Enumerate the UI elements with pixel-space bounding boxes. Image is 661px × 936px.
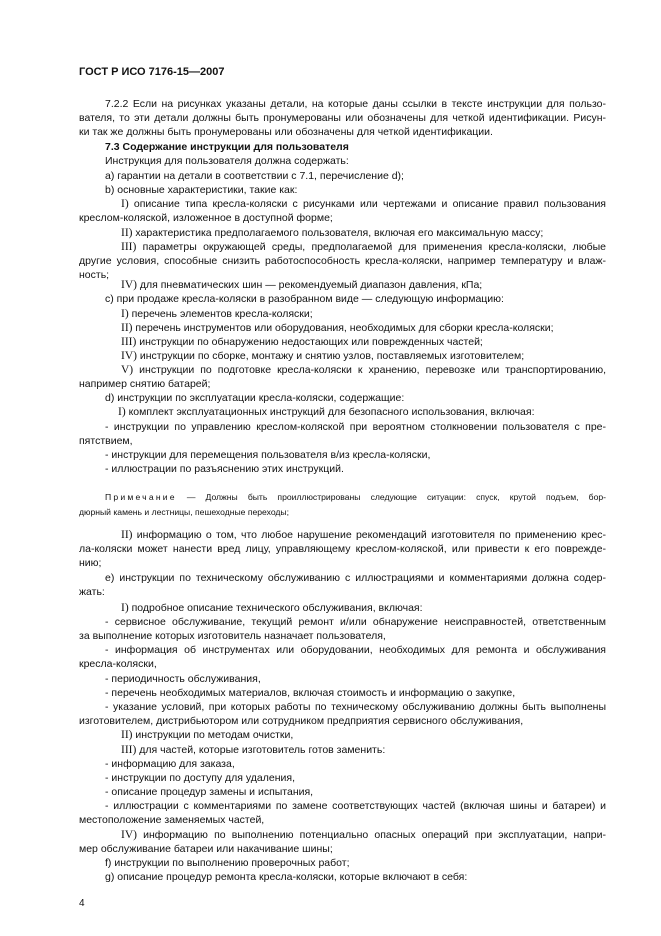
line-text: за выполнение которых изготовитель назначает пользователя, — [79, 630, 386, 642]
text-line — [121, 363, 606, 377]
line-text: нию; — [79, 557, 102, 569]
line-text: инструкции по обнаружению недостающих или поврежденных частей; — [136, 336, 483, 348]
text-line — [105, 154, 606, 168]
roman-numeral: IV) — [121, 350, 137, 362]
text-line — [79, 842, 606, 856]
line-text: - периодичность обслуживания, — [105, 673, 261, 685]
roman-numeral: II) — [121, 529, 133, 541]
line-text: комплект эксплуатационных инструкций для безопасного использования, включая: — [125, 406, 535, 418]
line-text: f) инструкции по выполнению проверочных работ; — [105, 857, 350, 869]
line-text: - инструкции по доступу для удаления, — [105, 772, 296, 784]
line-text: вателя, то эти детали должны быть пронумерованы или обозначены для четкой идентификации. Рисун- — [79, 112, 606, 124]
text-line — [79, 434, 606, 448]
text-line — [105, 785, 606, 799]
text-line — [105, 615, 606, 629]
text-line — [79, 556, 606, 570]
text-line — [79, 629, 606, 643]
line-text: - указание условий, при которых работы по техническому обслуживанию должны быть выполнены — [105, 701, 606, 713]
roman-numeral: IV) — [121, 279, 137, 291]
roman-numeral: IV) — [121, 829, 137, 841]
line-text: информацию о том, что любое нарушение рекомендаций изготовителя по применению крес- — [132, 529, 606, 541]
line-text: для пневматических шин — рекомендуемый диапазон давления, кПа; — [136, 279, 483, 291]
text-line — [121, 197, 606, 211]
line-text: пятствием, — [79, 435, 133, 447]
text-line — [105, 856, 606, 870]
roman-numeral: III) — [121, 241, 137, 253]
line-text: c) при продаже кресла-коляски в разобранном виде — следующую информацию: — [105, 293, 504, 305]
line-text: жать: — [79, 586, 105, 598]
text-line — [121, 335, 606, 349]
text-line — [121, 528, 606, 542]
line-text: ки так же должны быть пронумерованы или обозначены для четкой идентификации. — [79, 126, 493, 138]
line-text: инструкции по подготовке кресла-коляски к хранению, перевозке или транспортированию, — [133, 364, 606, 376]
text-line — [121, 743, 606, 757]
roman-numeral: I) — [121, 602, 129, 614]
line-text: g) описание процедур ремонта кресла-коляски, которые включают в себя: — [105, 871, 468, 883]
line-text: - информацию для заказа, — [105, 758, 235, 770]
text-line — [121, 728, 606, 742]
text-line — [105, 292, 606, 306]
section-heading — [105, 140, 606, 154]
text-line — [105, 771, 606, 785]
text-line — [79, 125, 606, 139]
text-line — [79, 211, 606, 225]
roman-numeral: V) — [121, 364, 134, 376]
line-text: a) гарантии на детали в соответствии с 7.1, перечисление d); — [105, 170, 404, 182]
text-line — [121, 278, 606, 292]
line-text: - инструкции для перемещения пользователя в/из кресла-коляски, — [105, 449, 431, 461]
roman-numeral: I) — [121, 308, 129, 320]
line-text: мер обслуживание батареи или накачивание шины; — [79, 843, 333, 855]
text-line — [105, 462, 606, 476]
line-text: инструкции по сборке, монтажу и снятию узлов, поставляемых изготовителем; — [136, 350, 525, 362]
text-line — [105, 672, 606, 686]
line-text: 7.3 Содержание инструкции для пользователя — [105, 141, 349, 153]
text-line — [79, 585, 606, 599]
text-line — [121, 240, 606, 254]
text-line — [121, 307, 606, 321]
note-line — [105, 490, 606, 504]
text-line — [79, 714, 606, 728]
text-line — [105, 169, 606, 183]
line-text: 7.2.2 Если на рисунках указаны детали, на которые даны ссылки в тексте инструкции для пользо- — [105, 98, 606, 110]
line-text: характеристика предполагаемого пользователя, включая его максимальную массу; — [132, 227, 544, 239]
text-line — [79, 657, 606, 671]
line-text: ла-коляски может нанести вред лицу, управляющему креслом-коляской, или привести к его поврежде- — [79, 543, 606, 555]
text-line — [79, 542, 606, 556]
line-text: - информация об инструментах или оборудовании, необходимых для ремонта и обслуживания — [105, 644, 606, 656]
line-text: параметры окружающей среды, предполагаемой для применения кресла-коляски, любые — [136, 241, 606, 253]
line-text: перечень элементов кресла-коляски; — [128, 308, 313, 320]
text-line — [79, 813, 606, 827]
line-text: изготовителем, дистрибьютором или сотрудником предприятия сервисного обслуживания, — [79, 715, 524, 727]
line-text: - инструкции по управлению креслом-коляской при вероятном столкновении пользователя с пре- — [105, 421, 606, 433]
roman-numeral: III) — [121, 336, 137, 348]
text-line — [79, 377, 606, 391]
text-line — [121, 349, 606, 363]
roman-numeral: II) — [121, 227, 133, 239]
line-text: e) инструкции по техническому обслуживанию с иллюстрациями и комментариями должна содер- — [105, 572, 606, 584]
roman-numeral: I) — [121, 198, 129, 210]
text-line — [121, 601, 606, 615]
line-text: - иллюстрации с комментариями по замене соответствующих частей (включая шины и батареи) и — [105, 800, 606, 812]
text-line — [105, 686, 606, 700]
line-text: другие условия, способные снизить работоспособность кресла-коляски, например температуру и влаж- — [79, 255, 606, 267]
roman-numeral: I) — [118, 406, 126, 418]
roman-numeral: II) — [121, 729, 133, 741]
line-text: ность; — [79, 269, 110, 281]
line-text: — Должны быть проиллюстрированы следующие ситуации: спуск, крутой подъем, бор- — [176, 492, 606, 502]
line-text: информацию по выполнению потенциально опасных операций при эксплуатации, напри- — [136, 829, 606, 841]
text-line — [105, 643, 606, 657]
line-text: например снятию батарей; — [79, 378, 211, 390]
line-text: дюрный камень и лестницы, пешеходные переходы; — [79, 507, 289, 517]
text-line — [121, 226, 606, 240]
line-text: - сервисное обслуживание, текущий ремонт и/или обнаружение неисправностей, ответственным — [105, 616, 606, 628]
text-line — [105, 799, 606, 813]
text-line — [118, 405, 606, 419]
line-text: для частей, которые изготовитель готов заменить: — [136, 744, 386, 756]
line-text: подробное описание технического обслуживания, включая: — [128, 602, 423, 614]
text-line — [121, 321, 606, 335]
text-line — [105, 571, 606, 585]
text-line — [105, 391, 606, 405]
line-text: - описание процедур замены и испытания, — [105, 786, 314, 798]
page-number: 4 — [79, 898, 85, 909]
text-line — [105, 870, 606, 884]
line-text: b) основные характеристики, такие как: — [105, 184, 298, 196]
document-header: ГОСТ Р ИСО 7176-15—2007 — [79, 66, 225, 78]
line-text: - иллюстрации по разъяснению этих инструкций. — [105, 463, 344, 475]
line-text: перечень инструментов или оборудования, необходимых для сборки кресла-коляски; — [132, 322, 554, 334]
line-text: местоположение заменяемых частей, — [79, 814, 265, 826]
roman-numeral: III) — [121, 744, 137, 756]
text-line — [121, 828, 606, 842]
line-text: описание типа кресла-коляски с рисунками или чертежами и описание правил пользования — [128, 198, 606, 210]
line-text: - перечень необходимых материалов, включая стоимость и информацию о закупке, — [105, 687, 516, 699]
line-text: Инструкция для пользователя должна содержать: — [105, 155, 349, 167]
text-line — [105, 97, 606, 111]
roman-numeral: II) — [121, 322, 133, 334]
text-line — [105, 448, 606, 462]
line-text: кресла-коляски, — [79, 658, 157, 670]
note-line — [79, 505, 606, 519]
note-label: Примечание — [105, 492, 177, 502]
line-text: инструкции по методам очистки, — [132, 729, 294, 741]
line-text: креслом-коляской, изложенное в доступной форме; — [79, 212, 333, 224]
text-line — [105, 757, 606, 771]
text-line — [105, 700, 606, 714]
text-line — [105, 420, 606, 434]
text-line — [79, 111, 606, 125]
text-line — [79, 254, 606, 268]
text-line — [105, 183, 606, 197]
line-text: d) инструкции по эксплуатации кресла-коляски, содержащие: — [105, 392, 405, 404]
